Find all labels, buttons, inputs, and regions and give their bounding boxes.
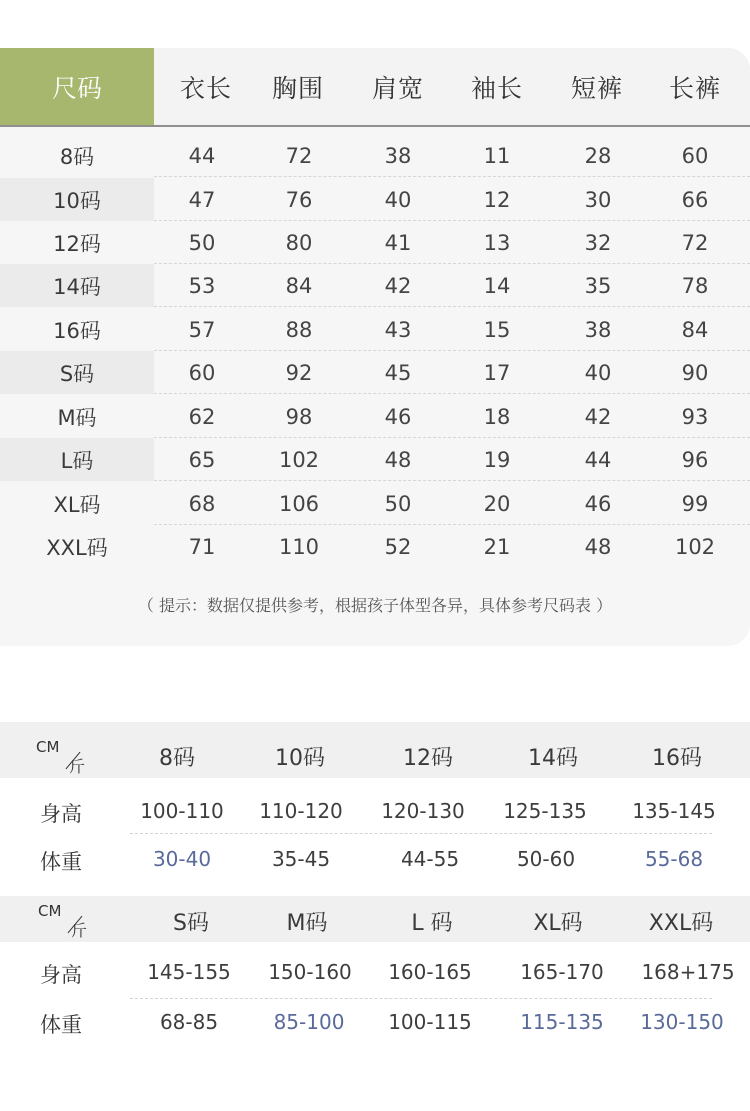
size-cell: 106 <box>278 491 320 516</box>
fit-table-2-size: L 码 <box>411 910 453 936</box>
size-cell: 78 <box>681 273 709 298</box>
size-cell: 46 <box>384 404 412 429</box>
height-value: 135-145 <box>632 799 716 823</box>
size-cell: 43 <box>384 317 412 342</box>
fit-table-1-height-label: 身高 <box>40 802 82 826</box>
fit-table-1-unit <box>36 738 106 778</box>
size-row <box>0 221 750 264</box>
fit-table-2-size: XL码 <box>533 910 583 936</box>
size-row <box>0 134 750 177</box>
height-value: 160-165 <box>388 960 472 984</box>
size-cell: 20 <box>483 491 511 516</box>
size-cell: 46 <box>584 491 612 516</box>
size-cell: 18 <box>483 404 511 429</box>
column-header-trousers: 长裤 <box>668 74 721 103</box>
column-header-shorts: 短裤 <box>570 74 623 103</box>
size-chart-note: （ 提示：数据仅提供参考，根据孩子体型各异，具体参考尺码表 ） <box>137 596 613 615</box>
row-divider <box>154 480 750 481</box>
height-value: 100-110 <box>140 799 224 823</box>
size-cell: 42 <box>584 404 612 429</box>
size-cell: 41 <box>384 230 412 255</box>
fit-table-2-size: S码 <box>173 910 209 936</box>
row-divider <box>154 306 750 307</box>
size-cell: 40 <box>584 360 612 385</box>
weight-value: 55-68 <box>644 847 704 871</box>
size-cell: 38 <box>584 317 612 342</box>
row-divider <box>130 833 712 834</box>
column-header-length: 衣长 <box>179 74 232 103</box>
size-cell: 65 <box>188 447 216 472</box>
size-cell: 102 <box>674 534 716 559</box>
size-cell: 76 <box>285 187 313 212</box>
size-row-label: 14码 <box>0 264 154 307</box>
weight-value: 50-60 <box>516 847 576 871</box>
unit-jin: 斤 <box>71 921 88 940</box>
size-cell: 62 <box>188 404 216 429</box>
size-cell: 68 <box>188 491 216 516</box>
size-cell: 40 <box>384 187 412 212</box>
height-value: 120-130 <box>381 799 465 823</box>
size-cell: 47 <box>188 187 216 212</box>
header-divider <box>0 125 750 127</box>
fit-table-1-size: 16码 <box>652 745 702 771</box>
size-cell: 19 <box>483 447 511 472</box>
size-cell: 71 <box>188 534 216 559</box>
size-cell: 80 <box>285 230 313 255</box>
size-row-label: 12码 <box>53 231 101 256</box>
size-row <box>0 264 750 307</box>
size-cell: 60 <box>681 143 709 168</box>
size-cell: 84 <box>285 273 313 298</box>
weight-value: 85-100 <box>273 1010 345 1034</box>
fit-table-1-size: 8码 <box>159 745 195 771</box>
size-cell: 44 <box>188 143 216 168</box>
size-cell: 99 <box>681 491 709 516</box>
unit-cm: CM <box>36 738 60 756</box>
size-cell: 48 <box>584 534 612 559</box>
size-cell: 66 <box>681 187 709 212</box>
height-value: 125-135 <box>503 799 587 823</box>
fit-table-1-size: 14码 <box>528 745 578 771</box>
size-cell: 92 <box>285 360 313 385</box>
column-header-sleeve: 袖长 <box>470 74 523 103</box>
row-divider <box>154 393 750 394</box>
size-cell: 90 <box>681 360 709 385</box>
size-cell: 102 <box>278 447 320 472</box>
column-header-chest: 胸围 <box>271 74 324 103</box>
height-value: 145-155 <box>147 960 231 984</box>
weight-value: 100-115 <box>388 1010 472 1034</box>
size-row <box>0 308 750 351</box>
size-cell: 32 <box>584 230 612 255</box>
weight-value: 68-85 <box>159 1010 219 1034</box>
fit-table-1-size: 12码 <box>403 745 453 771</box>
size-cell: 42 <box>384 273 412 298</box>
fit-table-2-weight-label: 体重 <box>40 1013 82 1037</box>
size-row <box>0 351 750 394</box>
height-value: 110-120 <box>259 799 343 823</box>
size-cell: 44 <box>584 447 612 472</box>
size-cell: 12 <box>483 187 511 212</box>
size-cell: 60 <box>188 360 216 385</box>
unit-jin: 斤 <box>69 757 86 776</box>
size-cell: 38 <box>384 143 412 168</box>
size-cell: 88 <box>285 317 313 342</box>
size-column-header: 尺码 <box>0 48 154 126</box>
fit-table-2-unit <box>38 902 108 942</box>
size-cell: 35 <box>584 273 612 298</box>
size-cell: 13 <box>483 230 511 255</box>
size-cell: 50 <box>188 230 216 255</box>
size-cell: 98 <box>285 404 313 429</box>
weight-value: 130-150 <box>640 1010 724 1034</box>
fit-table-1-weight-label: 体重 <box>40 850 82 874</box>
fit-table-2-size: M码 <box>286 910 328 936</box>
size-row-label: L码 <box>0 438 154 481</box>
size-row <box>0 525 750 568</box>
size-cell: 28 <box>584 143 612 168</box>
fit-table-2-size: XXL码 <box>648 910 714 936</box>
weight-value: 115-135 <box>520 1010 604 1034</box>
size-cell: 45 <box>384 360 412 385</box>
row-divider <box>154 176 750 177</box>
size-row <box>0 395 750 438</box>
size-cell: 52 <box>384 534 412 559</box>
column-header-shoulder: 肩宽 <box>371 74 424 103</box>
unit-cm: CM <box>38 902 62 920</box>
size-cell: 14 <box>483 273 511 298</box>
size-cell: 72 <box>285 143 313 168</box>
size-cell: 84 <box>681 317 709 342</box>
size-cell: 50 <box>384 491 412 516</box>
size-cell: 17 <box>483 360 511 385</box>
weight-value: 44-55 <box>400 847 460 871</box>
weight-value: 30-40 <box>152 847 212 871</box>
size-row-label: XL码 <box>53 492 101 517</box>
fit-table-1-size: 10码 <box>275 745 325 771</box>
row-divider <box>130 998 712 999</box>
weight-value: 35-45 <box>271 847 331 871</box>
height-value: 165-170 <box>520 960 604 984</box>
size-cell: 53 <box>188 273 216 298</box>
size-row <box>0 438 750 481</box>
size-cell: 15 <box>483 317 511 342</box>
size-row-label: M码 <box>57 405 97 430</box>
size-row-label: 8码 <box>59 144 95 169</box>
size-cell: 96 <box>681 447 709 472</box>
size-cell: 57 <box>188 317 216 342</box>
height-value: 168+175 <box>641 960 735 984</box>
size-cell: 11 <box>483 143 511 168</box>
size-cell: 93 <box>681 404 709 429</box>
size-cell: 48 <box>384 447 412 472</box>
size-row-label: 16码 <box>53 318 101 343</box>
fit-table-2-height-label: 身高 <box>40 963 82 987</box>
size-chart-card <box>0 48 750 646</box>
size-cell: 72 <box>681 230 709 255</box>
size-row-label: XXL码 <box>46 535 108 560</box>
size-cell: 110 <box>278 534 320 559</box>
size-row-label: 10码 <box>0 178 154 221</box>
size-cell: 21 <box>483 534 511 559</box>
size-cell: 30 <box>584 187 612 212</box>
size-row-label: S码 <box>0 351 154 394</box>
size-row <box>0 482 750 525</box>
size-row <box>0 178 750 221</box>
height-value: 150-160 <box>268 960 352 984</box>
